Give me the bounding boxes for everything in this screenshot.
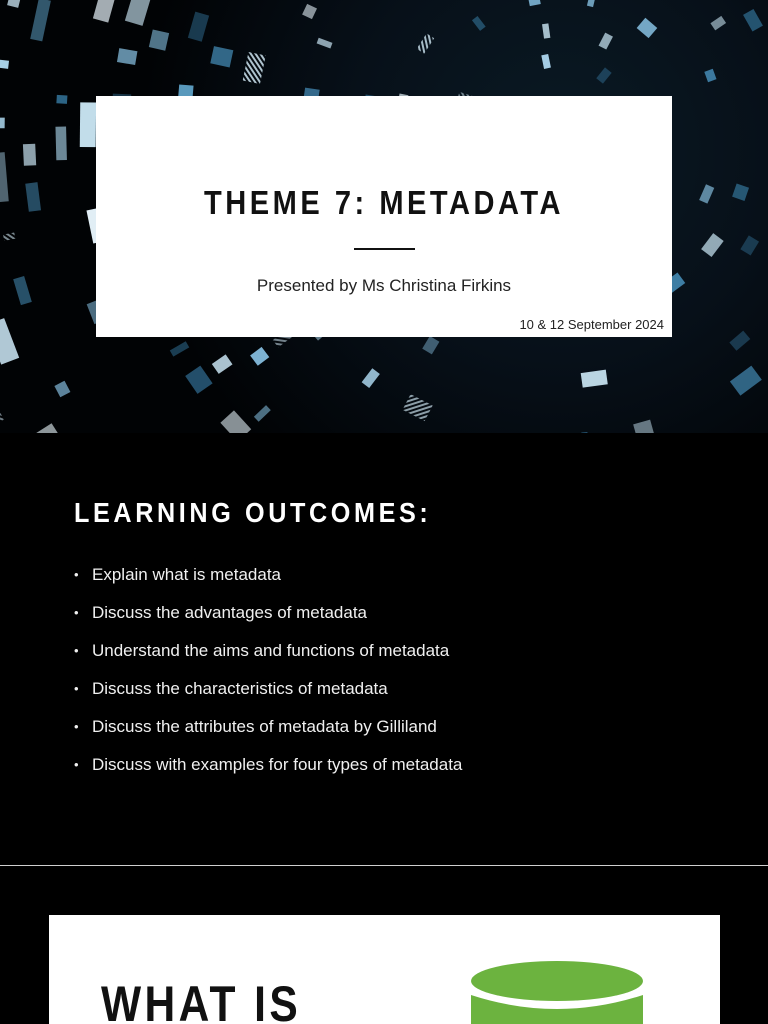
- slide-title: THEME 7: METADATA: [204, 184, 564, 221]
- bullet-icon: •: [74, 681, 79, 696]
- list-item-text: Discuss with examples for four types of metadata: [92, 755, 463, 774]
- presentation-date: 10 & 12 September 2024: [519, 317, 664, 332]
- what-is-metadata-slide: [0, 866, 768, 1024]
- ring-segment: [23, 144, 36, 166]
- title-divider: [354, 248, 415, 250]
- ring-segment: [0, 59, 9, 68]
- list-item-text: Understand the aims and functions of metadata: [92, 641, 450, 660]
- ring-segment: [56, 95, 67, 104]
- ring-segment: [55, 126, 66, 160]
- bullet-icon: •: [74, 757, 79, 772]
- ring-segment: [0, 118, 5, 129]
- database-icon: [469, 959, 649, 1024]
- slide-title: WHAT IS: [101, 976, 302, 1024]
- list-item: [74, 677, 462, 715]
- list-item: [74, 563, 462, 601]
- title-card: [96, 96, 672, 337]
- ring-segment: [80, 102, 96, 147]
- list-item-text: Discuss the advantages of metadata: [92, 603, 367, 622]
- list-item-text: Discuss the attributes of metadata by Gilliland: [92, 717, 437, 736]
- learning-outcomes-slide: [0, 433, 768, 865]
- list-item-text: Explain what is metadata: [92, 565, 281, 584]
- title-slide: [0, 0, 768, 433]
- list-item: [74, 715, 462, 753]
- content-card: [49, 915, 720, 1024]
- list-item: [74, 601, 462, 639]
- learning-outcomes-list: [74, 563, 462, 791]
- bullet-icon: •: [74, 605, 79, 620]
- learning-outcomes-heading: LEARNING OUTCOMES:: [74, 497, 432, 528]
- presenter-subtitle: Presented by Ms Christina Firkins: [256, 276, 512, 295]
- bullet-icon: •: [74, 643, 79, 658]
- list-item: [74, 639, 462, 677]
- bullet-icon: •: [74, 719, 79, 734]
- bullet-icon: •: [74, 567, 79, 582]
- list-item: [74, 753, 462, 791]
- list-item-text: Discuss the characteristics of metadata: [92, 679, 388, 698]
